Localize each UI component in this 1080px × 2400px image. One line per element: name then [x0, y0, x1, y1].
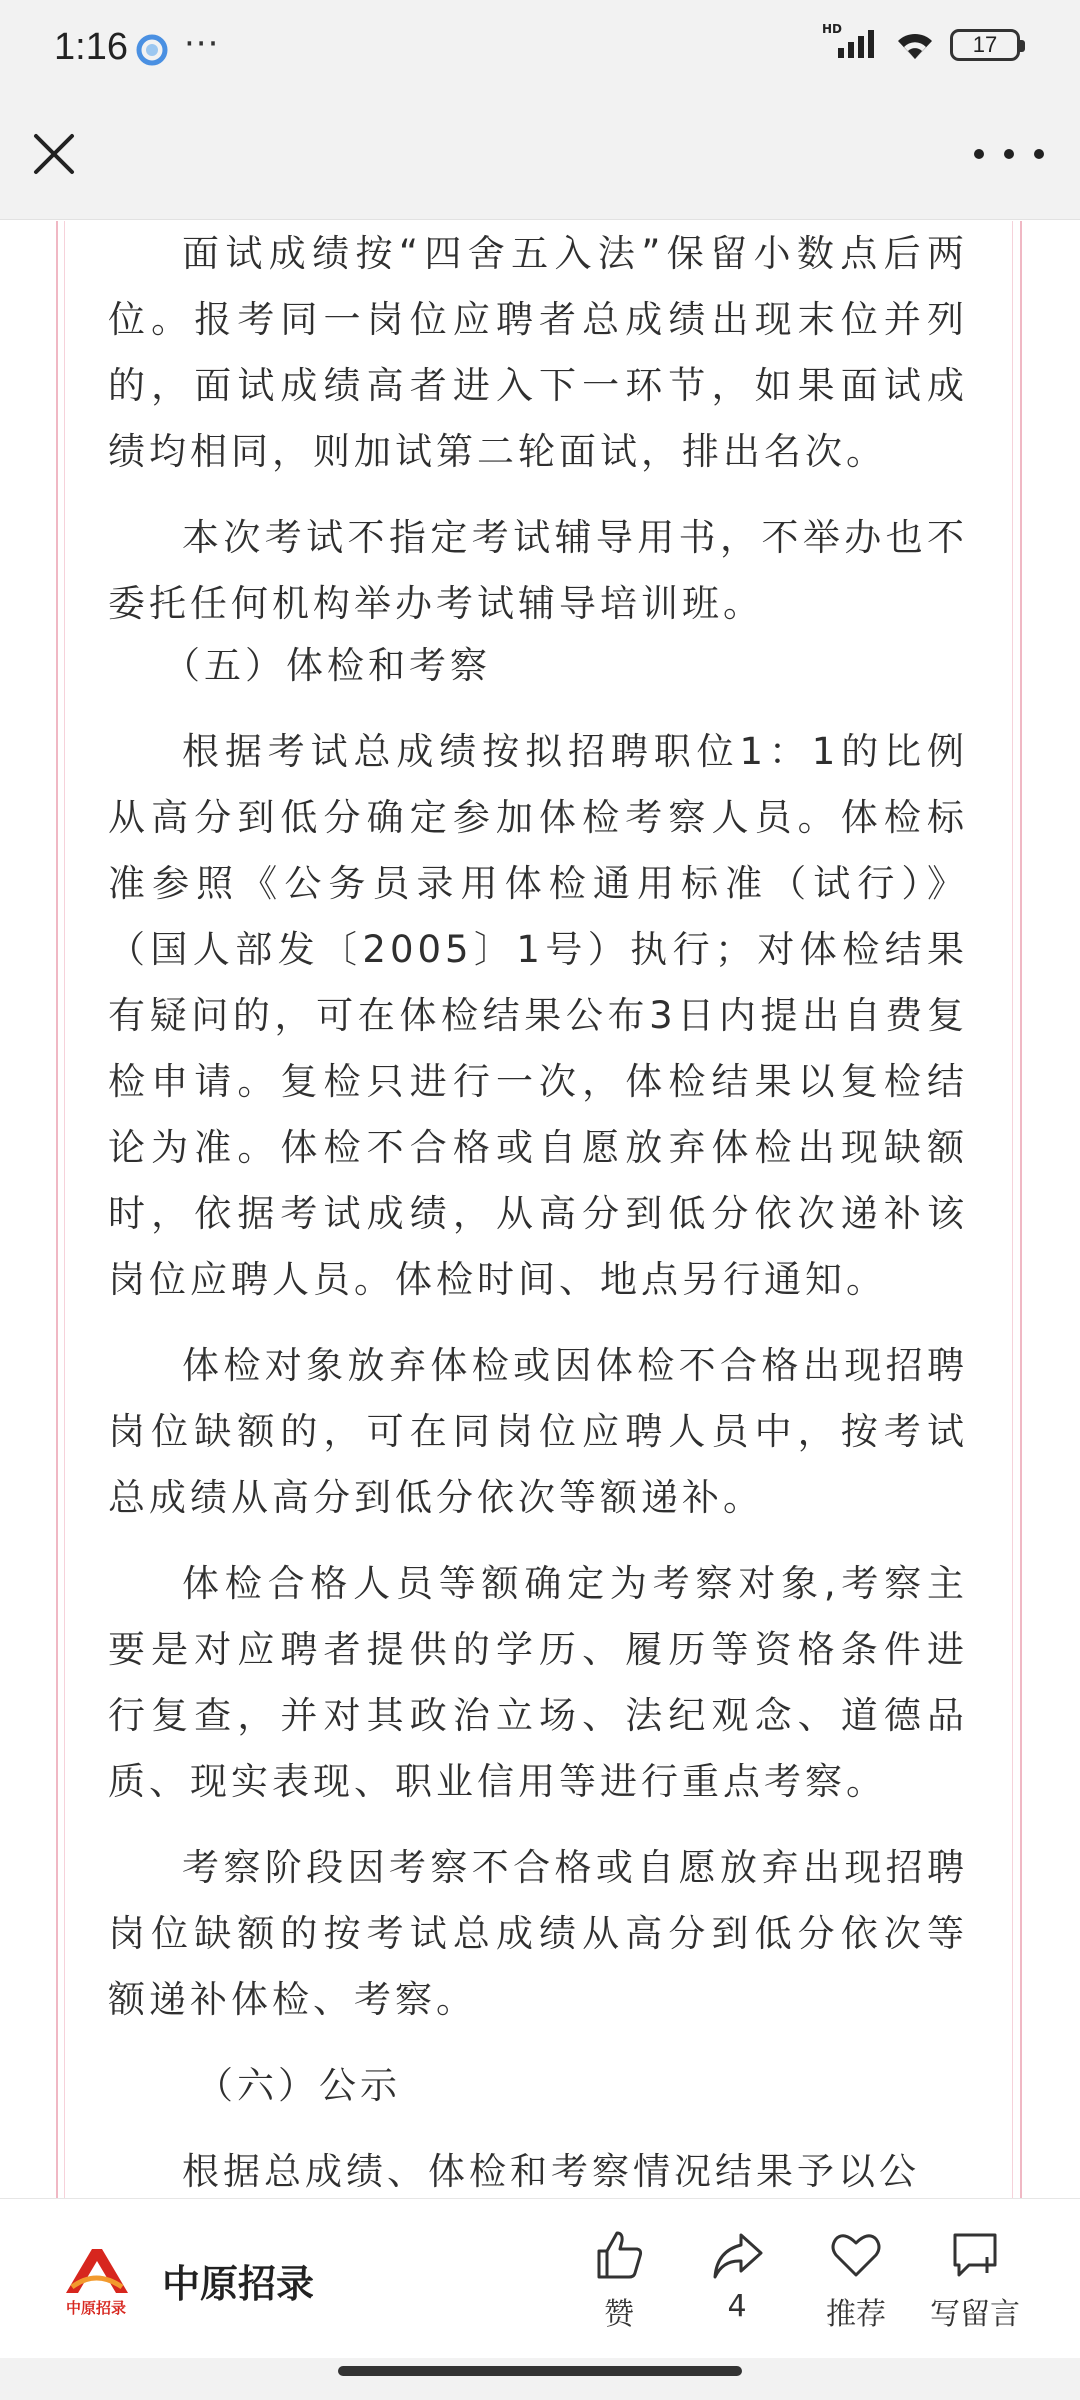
cloud-app-icon: [134, 32, 170, 68]
battery-icon: 17: [950, 29, 1020, 61]
share-icon: [709, 2227, 765, 2283]
heart-icon: [828, 2227, 884, 2283]
status-more-indicator: ···: [184, 24, 220, 64]
more-dot-icon: [1004, 149, 1014, 159]
wifi-icon: [894, 29, 936, 61]
section-heading: （五）体检和考察: [163, 644, 491, 687]
close-button[interactable]: [26, 126, 82, 182]
frame-border-left: [56, 221, 58, 2198]
frame-border-right: [1020, 221, 1022, 2198]
recommend-label: 推荐: [826, 2297, 886, 2332]
home-indicator[interactable]: [338, 2366, 742, 2376]
account-logo[interactable]: [58, 2243, 134, 2319]
like-button[interactable]: [564, 2227, 674, 2333]
article-paragraph: 面试成绩按“四舍五入法”保留小数点后两位。报考同一岗位应聘者总成绩出现末位并列的，面试成绩高者进入下一环节，如果面试成绩均相同，则加试第二轮面试，排出名次。: [108, 232, 968, 473]
more-options-button[interactable]: [974, 138, 1044, 170]
article-body: [108, 221, 968, 2198]
frame-border-right-inner: [1012, 221, 1013, 2198]
status-time: 1:16: [54, 26, 128, 68]
more-dot-icon: [1034, 149, 1044, 159]
close-icon: [26, 126, 82, 182]
logo-text: 中原招录: [65, 2299, 127, 2317]
write-comment-label: 写留言: [930, 2297, 1020, 2332]
share-button[interactable]: [682, 2227, 792, 2324]
frame-border-left-inner: [64, 221, 65, 2198]
article-paragraph: 根据总成绩、体检和考察情况结果予以公: [182, 2150, 920, 2193]
thumbs-up-icon: [591, 2227, 647, 2283]
share-count: 4: [727, 2289, 747, 2324]
account-name[interactable]: 中原招录: [162, 2262, 315, 2306]
status-bar: [0, 0, 1080, 100]
article-paragraph: 考察阶段因考察不合格或自愿放弃出现招聘岗位缺额的按考试总成绩从高分到低分依次等额递补体检、考察。: [108, 1846, 968, 2021]
comment-add-icon: [947, 2227, 1003, 2283]
article-paragraph: 本次考试不指定考试辅导用书，不举办也不委托任何机构举办考试辅导培训班。: [108, 516, 968, 625]
system-navigation: [0, 2358, 1080, 2400]
write-comment-button[interactable]: [920, 2227, 1030, 2333]
article-paragraph: 体检对象放弃体检或因体检不合格出现招聘岗位缺额的，可在同岗位应聘人员中，按考试总成绩从高分到低分依次等额递补。: [108, 1344, 968, 1519]
title-bar: [0, 100, 1080, 220]
signal-icon: [822, 22, 880, 62]
article-content[interactable]: [0, 221, 1080, 2198]
more-dot-icon: [974, 149, 984, 159]
like-label: 赞: [604, 2297, 634, 2332]
bottom-action-bar: [0, 2198, 1080, 2358]
article-paragraph: 体检合格人员等额确定为考察对象,考察主要是对应聘者提供的学历、履历等资格条件进行复查，并对其政治立场、法纪观念、道德品质、现实表现、职业信用等进行重点考察。: [108, 1562, 968, 1803]
status-icons: [822, 22, 1020, 62]
article-paragraph: 根据考试总成绩按拟招聘职位1：1的比例从高分到低分确定参加体检考察人员。体检标准参照《公务员录用体检通用标准（试行）》（国人部发〔2005〕1号）执行；对体检结果有疑问的，可在体检结果公布3日内提出自费复检申请。复检只进行一次，体检结果以复检结论为准。体检不合格或自愿放弃体检出现缺额时，依据考试成绩，从高分到低分依次递补该岗位应聘人员。体检时间、地点另行通知。: [108, 730, 968, 1301]
network-type-label: HD: [822, 22, 843, 36]
account-logo-icon: [58, 2243, 134, 2319]
recommend-button[interactable]: [801, 2227, 911, 2333]
section-heading: （六）公示: [196, 2064, 401, 2107]
